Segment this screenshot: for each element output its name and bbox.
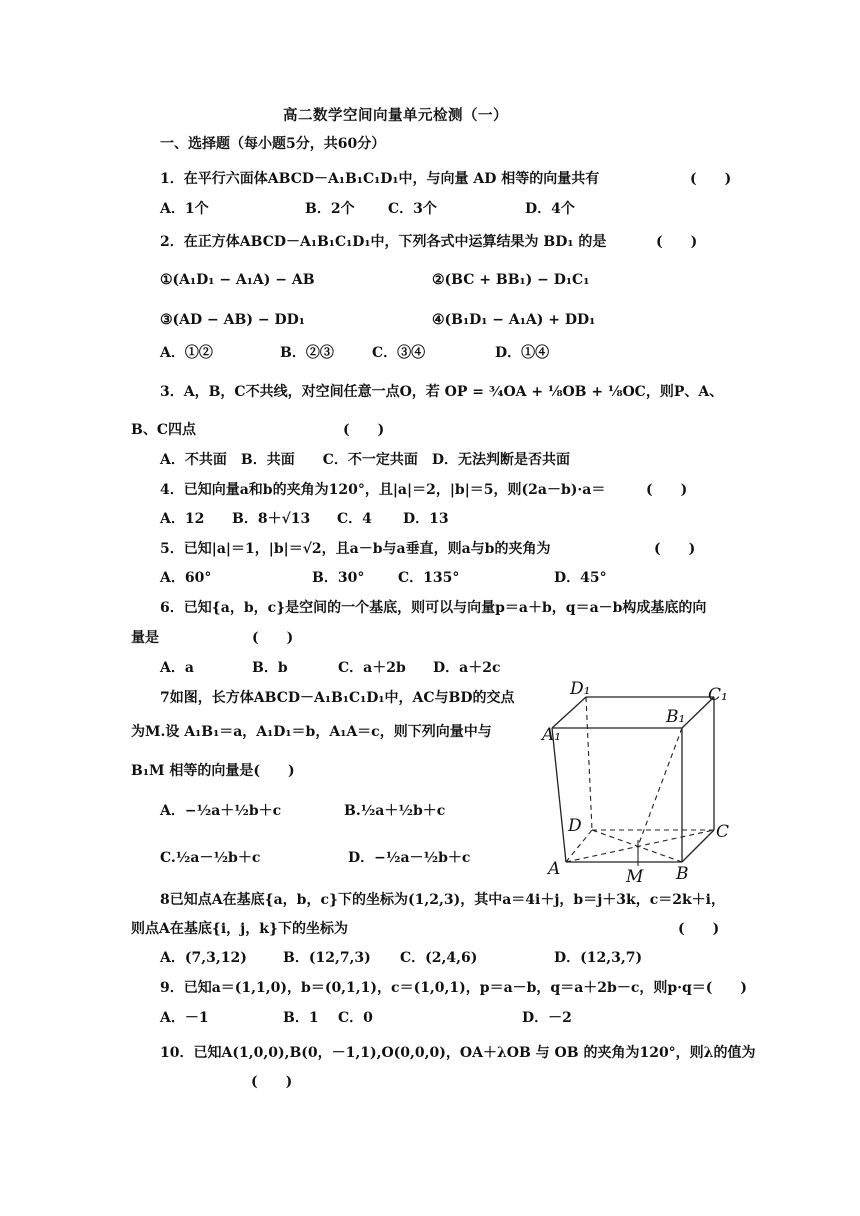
q2-option-b: B．②③ — [280, 345, 334, 361]
q10-stem: 10．已知A(1,0,0),B(0，－1,1),O(0,0,0)，OA＋λOB 与 OB 的夹角为120°，则λ的值为 — [160, 1045, 756, 1061]
q6-option-d: D．a＋2c — [433, 660, 501, 676]
q8-option-c: C．(2,4,6) — [400, 950, 478, 966]
label-a: A — [548, 859, 561, 879]
q2-expression-4: ④(B₁D₁ − A₁A) + DD₁ — [432, 312, 596, 328]
q2-expression-1: ①(A₁D₁ − A₁A) − AB — [160, 272, 315, 288]
q6-option-a: A．a — [160, 660, 194, 676]
q2-option-a: A．①② — [160, 345, 213, 361]
label-c: C — [716, 822, 730, 842]
label-a1: A₁ — [542, 725, 562, 745]
label-b1: B₁ — [666, 707, 686, 727]
q9-option-d: D．－2 — [522, 1010, 572, 1026]
q5-stem: 5．已知|a|＝1，|b|＝√2，且a－b与a垂直，则a与b的夹角为 — [160, 541, 551, 557]
q4-option-a: A．12 — [160, 511, 205, 527]
q4-option-d: D．13 — [403, 511, 449, 527]
q7-option-a: A．−½a＋½b＋c — [160, 803, 282, 819]
q4-stem: 4．已知向量a和b的夹角为120°，且|a|＝2，|b|＝5，则(2a－b)·a＝ — [160, 482, 606, 498]
q1-option-a: A．1个 — [160, 201, 209, 217]
q1-option-b: B．2个 — [305, 201, 355, 217]
q2-blank: ( ) — [656, 234, 698, 250]
q8-stem: 8已知点A在基底{a，b，c}下的坐标为(1,2,3)，其中a＝4i＋j，b＝j＋3k，c＝2k＋i， — [160, 892, 725, 908]
q4-blank: ( ) — [646, 482, 688, 498]
q7-option-d: D．−½a－½b＋c — [348, 850, 471, 866]
q7-stem-continued-2: B₁M 相等的向量是( ) — [131, 763, 295, 779]
q9-option-b: B．1 — [283, 1010, 319, 1026]
q5-option-c: C．135° — [398, 570, 460, 586]
q2-expression-2: ②(BC + BB₁) − D₁C₁ — [432, 272, 590, 288]
q6-stem: 6．已知{a，b，c}是空间的一个基底，则可以与向量p＝a＋b，q＝a－b构成基底的向 — [160, 600, 707, 616]
q1-stem: 1．在平行六面体ABCD－A₁B₁C₁D₁中，与向量 AD 相等的向量共有 — [160, 171, 600, 187]
q2-option-c: C．③④ — [372, 345, 426, 361]
q1-option-c: C．3个 — [388, 201, 437, 217]
q9-option-a: A．－1 — [160, 1010, 209, 1026]
q2-expression-3: ③(AD − AB) − DD₁ — [160, 312, 305, 328]
q5-option-d: D．45° — [554, 570, 607, 586]
q6-blank: ( ) — [252, 630, 294, 646]
q2-stem: 2．在正方体ABCD－A₁B₁C₁D₁中，下列各式中运算结果为 BD₁ 的是 — [160, 234, 607, 250]
q3-stem: 3．A，B，C不共线，对空间任意一点O，若 OP = ¾OA + ⅛OB + ⅛OC，则P、A、 — [160, 384, 724, 400]
q3-options: A．不共面 B．共面 C．不一定共面 D．无法判断是否共面 — [160, 452, 570, 468]
q3-stem-continued: B、C四点 — [131, 422, 196, 438]
q5-blank: ( ) — [654, 541, 696, 557]
q6-option-b: B．b — [252, 660, 288, 676]
section-heading: 一、选择题（每小题5分，共60分） — [160, 136, 386, 152]
q2-option-d: D．①④ — [495, 345, 550, 361]
q10-blank: ( ) — [251, 1074, 293, 1090]
cuboid-figure — [534, 680, 744, 890]
q1-option-d: D．4个 — [525, 201, 575, 217]
q8-option-a: A．(7,3,12) — [160, 950, 247, 966]
q3-blank: ( ) — [343, 422, 385, 438]
q4-option-b: B．8＋√13 — [232, 511, 311, 527]
page-title: 高二数学空间向量单元检测（一） — [283, 107, 508, 124]
q5-option-a: A．60° — [160, 570, 212, 586]
label-d: D — [568, 816, 582, 836]
q8-option-b: B．(12,7,3) — [283, 950, 371, 966]
q8-stem-continued: 则点A在基底{i，j，k}下的坐标为 — [131, 921, 348, 937]
label-m: M — [626, 867, 644, 887]
q7-option-b: B.½a＋½b＋c — [344, 803, 446, 819]
q4-option-c: C．4 — [337, 511, 372, 527]
label-c1: C₁ — [708, 685, 728, 705]
q7-stem: 7如图，长方体ABCD－A₁B₁C₁D₁中，AC与BD的交点 — [160, 690, 515, 706]
label-d1: D₁ — [570, 679, 591, 699]
q9-option-c: C．0 — [338, 1010, 373, 1026]
label-b: B — [676, 864, 689, 884]
q7-stem-continued: 为M.设 A₁B₁＝a，A₁D₁＝b，A₁A＝c，则下列向量中与 — [131, 724, 492, 740]
q8-blank: ( ) — [678, 921, 720, 937]
q9-stem: 9．已知a＝(1,1,0)，b＝(0,1,1)，c＝(1,0,1)，p＝a－b，q＝a＋2b－c，则p·q＝( ) — [160, 980, 748, 996]
q5-option-b: B．30° — [312, 570, 365, 586]
q8-option-d: D．(12,3,7) — [554, 950, 643, 966]
q7-option-c: C.½a－½b＋c — [160, 850, 261, 866]
q1-blank: ( ) — [690, 171, 732, 187]
q6-option-c: C．a＋2b — [338, 660, 406, 676]
q6-stem-continued: 量是 — [131, 630, 159, 646]
